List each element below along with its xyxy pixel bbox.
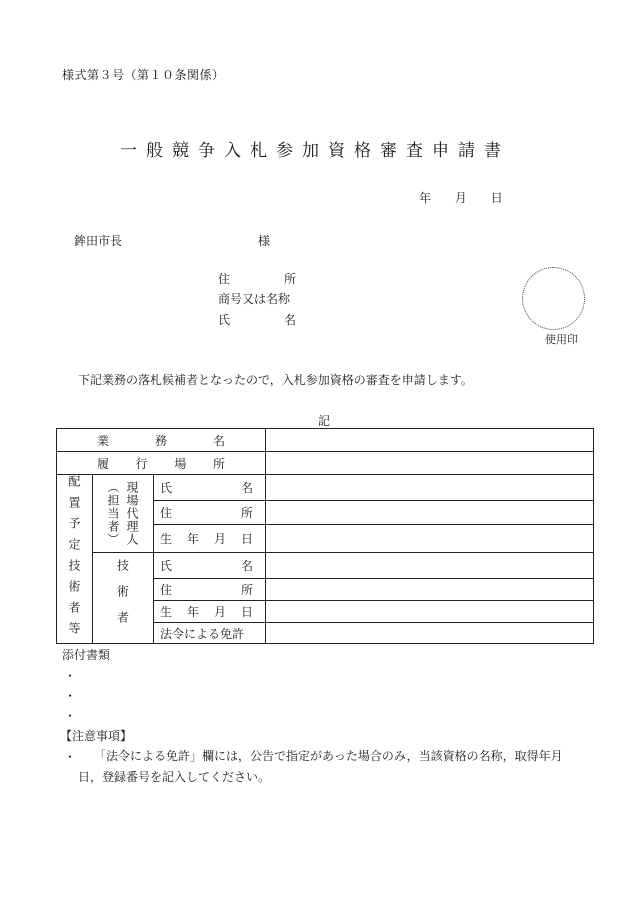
honorific: 様 bbox=[258, 234, 271, 248]
place-field[interactable] bbox=[266, 452, 594, 475]
business-name-field[interactable] bbox=[266, 429, 594, 452]
addressee: 鉾田市長 bbox=[74, 234, 123, 248]
engineer-name-field[interactable] bbox=[266, 553, 594, 579]
label-char: 生 bbox=[160, 605, 173, 619]
date-day: 日 bbox=[490, 191, 503, 205]
label-char: 日 bbox=[240, 532, 253, 546]
license-field[interactable] bbox=[266, 623, 594, 644]
label-char: 所 bbox=[240, 506, 253, 520]
label-char: 履 bbox=[97, 456, 110, 471]
label-char: 住 bbox=[160, 583, 173, 597]
label-char: 行 bbox=[135, 456, 148, 471]
label-char: 月 bbox=[213, 605, 226, 619]
label-char: 場 bbox=[174, 456, 187, 471]
label-char: 月 bbox=[213, 532, 226, 546]
engineer-name-label bbox=[154, 553, 266, 579]
seal-label: 使用印 bbox=[545, 333, 578, 346]
engineer-address-field[interactable] bbox=[266, 579, 594, 601]
page-title: 一般競争入札参加資格審査申請書 bbox=[120, 141, 510, 161]
body-text: 下記業務の落札候補者となったので，入札参加資格の審査を申請します。 bbox=[78, 373, 473, 387]
date-line bbox=[419, 189, 503, 206]
seal-circle bbox=[522, 267, 585, 330]
label-char: 務 bbox=[154, 433, 167, 448]
label-char: 住 bbox=[160, 506, 173, 520]
label-char: 氏 bbox=[160, 481, 173, 495]
engineer-label bbox=[93, 553, 154, 644]
label-char: 氏 bbox=[218, 313, 231, 327]
label-char: 氏 bbox=[160, 559, 173, 573]
engineer-text: 技術者 bbox=[115, 559, 130, 637]
applicant-name-label bbox=[218, 311, 296, 328]
attachments-label: 添付書類 bbox=[62, 648, 111, 662]
label-char: 名 bbox=[212, 433, 225, 448]
form-number: 様式第３号（第１０条関係） bbox=[62, 68, 225, 82]
label-char: 日 bbox=[240, 605, 253, 619]
attachment-bullet: ・ bbox=[64, 669, 77, 683]
agent-name-field[interactable] bbox=[266, 475, 594, 501]
label-char: 所 bbox=[212, 456, 225, 471]
label-char: 所 bbox=[283, 272, 296, 286]
label-char: 名 bbox=[240, 481, 253, 495]
placement-group-text: 配置予定技術者等 bbox=[67, 475, 81, 643]
label-char: 住 bbox=[218, 272, 231, 286]
application-table bbox=[56, 428, 594, 644]
table-row bbox=[57, 429, 594, 452]
label-char: 業 bbox=[97, 433, 110, 448]
in-charge-text: （担当者） bbox=[106, 481, 120, 546]
agent-birth-field[interactable] bbox=[266, 525, 594, 553]
license-text: 法令による免許 bbox=[160, 626, 245, 641]
label-char: 名 bbox=[283, 313, 296, 327]
agent-address-label bbox=[154, 501, 266, 525]
business-name-label bbox=[57, 429, 266, 452]
notes-title: 【注意事項】 bbox=[60, 729, 133, 743]
label-char: 年 bbox=[186, 532, 199, 546]
note-bullet: ・ bbox=[64, 750, 77, 764]
table-row bbox=[57, 475, 594, 501]
note-text: 「法令による免許」欄には，公告で指定があった場合のみ，当該資格の名称，取得年月日，登録番号を記入してください。 bbox=[78, 749, 563, 784]
label-char: 生 bbox=[160, 532, 173, 546]
ki-label: 記 bbox=[318, 414, 331, 428]
placement-group-label bbox=[57, 475, 93, 644]
license-label bbox=[154, 623, 266, 644]
agent-birth-label bbox=[154, 525, 266, 553]
date-month: 月 bbox=[454, 191, 467, 205]
label-char: 名 bbox=[240, 559, 253, 573]
agent-address-field[interactable] bbox=[266, 501, 594, 525]
agent-name-label bbox=[154, 475, 266, 501]
attachment-bullet: ・ bbox=[64, 689, 77, 703]
engineer-birth-field[interactable] bbox=[266, 601, 594, 623]
site-agent-text: 現場代理人 bbox=[125, 481, 139, 546]
date-year: 年 bbox=[419, 191, 432, 205]
label-char: 所 bbox=[240, 583, 253, 597]
engineer-birth-label bbox=[154, 601, 266, 623]
engineer-address-label bbox=[154, 579, 266, 601]
applicant-company-label: 商号又は名称 bbox=[218, 292, 291, 306]
attachment-bullet: ・ bbox=[64, 709, 77, 723]
label-char: 年 bbox=[186, 605, 199, 619]
table-row bbox=[57, 452, 594, 475]
place-label bbox=[57, 452, 266, 475]
applicant-address-label bbox=[218, 270, 296, 287]
site-agent-label bbox=[93, 475, 154, 553]
table-row bbox=[57, 553, 594, 579]
